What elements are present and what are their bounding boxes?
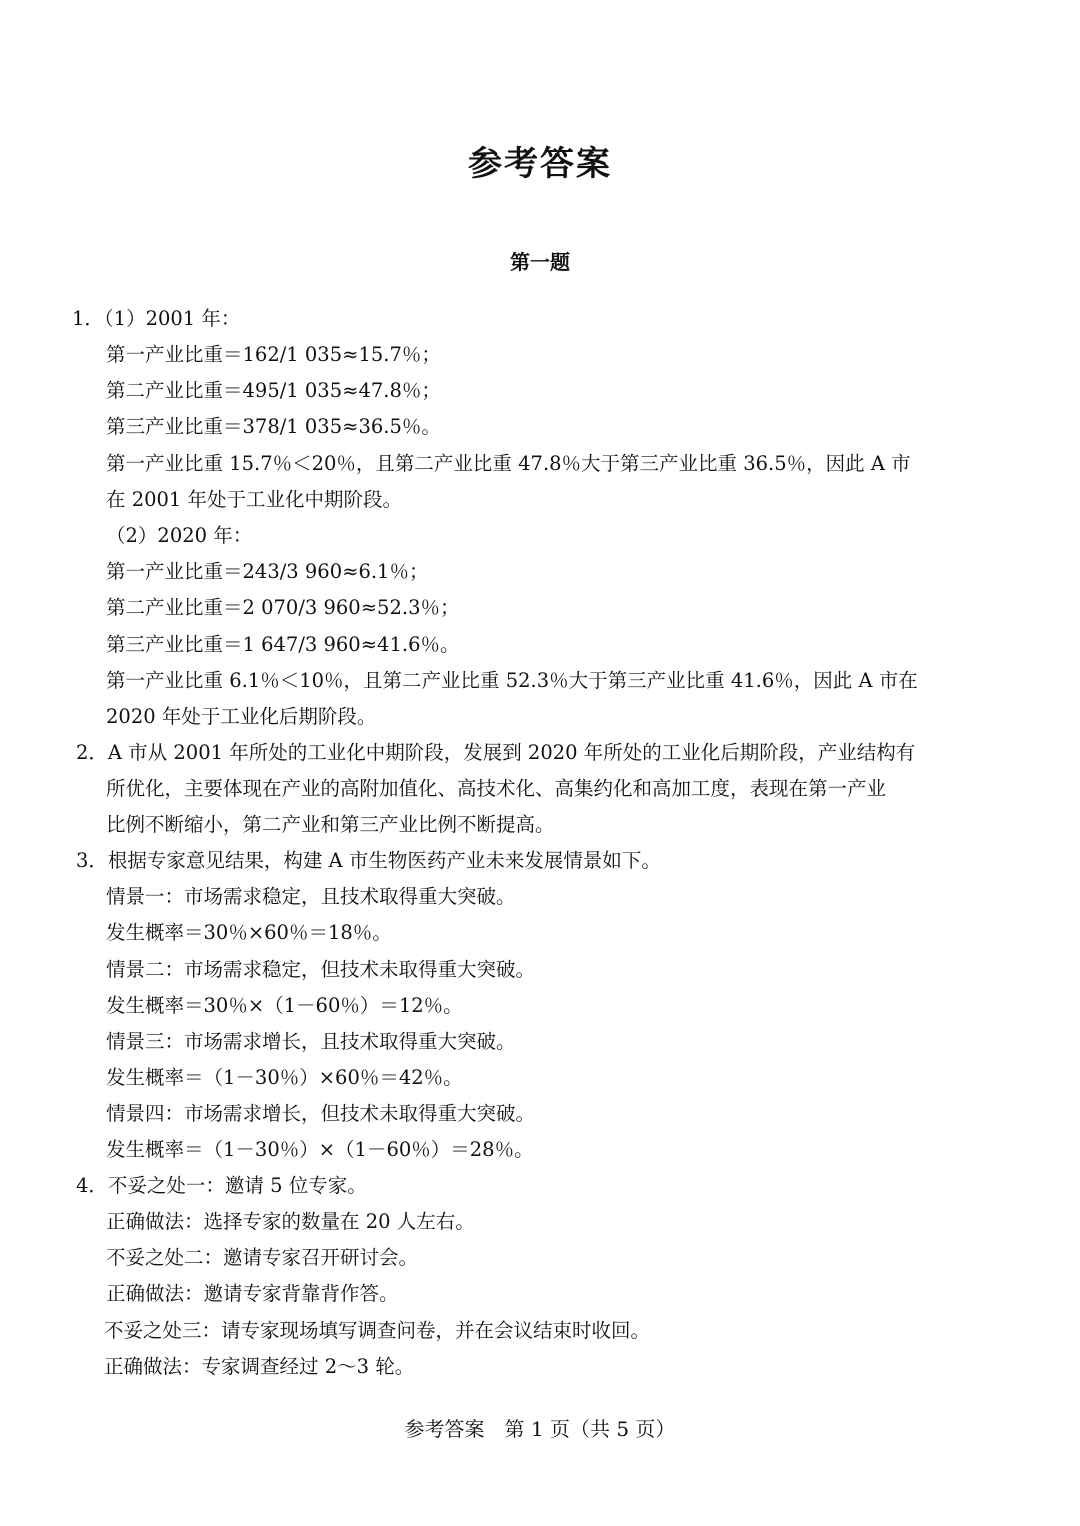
answer-line: 发生概率＝30％×60％＝18％。 <box>106 921 392 944</box>
answer-line: 情景二：市场需求稳定，但技术未取得重大突破。 <box>106 958 536 981</box>
answer-line: 情景四：市场需求增长，但技术未取得重大突破。 <box>106 1102 536 1125</box>
answer-line: 在 2001 年处于工业化中期阶段。 <box>106 488 403 511</box>
answer-line: 所优化，主要体现在产业的高附加值化、高技术化、高集约化和高加工度，表现在第一产业 <box>106 777 887 800</box>
answer-line: 发生概率＝30％×（1－60％）＝12％。 <box>106 994 463 1017</box>
answer-line: 正确做法：邀请专家背靠背作答。 <box>106 1282 399 1305</box>
answer-line: 第一产业比重 6.1％＜10％，且第二产业比重 52.3％大于第三产业比重 41.6％，因此 A 市在 <box>106 669 918 692</box>
answer-line: 不妥之处二：邀请专家召开研讨会。 <box>106 1246 419 1269</box>
section-heading: 第一题 <box>510 250 570 274</box>
answer-line: 比例不断缩小，第二产业和第三产业比例不断提高。 <box>106 813 555 836</box>
answer-line: 情景一：市场需求稳定，且技术取得重大突破。 <box>106 885 516 908</box>
answer-line: 2020 年处于工业化后期阶段。 <box>106 705 377 728</box>
answer-line: （2）2020 年： <box>106 524 253 547</box>
answer-line: 第一产业比重＝162/1 035≈15.7％； <box>106 343 441 366</box>
answer-line: 4．不妥之处一：邀请 5 位专家。 <box>76 1174 367 1197</box>
answer-line: 第二产业比重＝495/1 035≈47.8％； <box>106 379 441 402</box>
answer-line: 第三产业比重＝1 647/3 960≈41.6％。 <box>106 633 460 656</box>
answer-line: 第一产业比重 15.7％＜20％，且第二产业比重 47.8％大于第三产业比重 36.5％，因此 A 市 <box>106 452 911 475</box>
answer-line: 1．（1）2001 年： <box>72 307 241 330</box>
answer-line: 不妥之处三：请专家现场填写调查问卷，并在会议结束时收回。 <box>104 1319 651 1342</box>
answer-line: 发生概率＝（1－30％）×60％＝42％。 <box>106 1066 463 1089</box>
answer-line: 2．A 市从 2001 年所处的工业化中期阶段，发展到 2020 年所处的工业化后期阶段，产业结构有 <box>76 741 916 764</box>
answer-line: 正确做法：专家调查经过 2～3 轮。 <box>104 1355 415 1378</box>
answer-line: 3．根据专家意见结果，构建 A 市生物医药产业未来发展情景如下。 <box>76 849 661 872</box>
answer-line: 第三产业比重＝378/1 035≈36.5％。 <box>106 415 441 438</box>
answer-line: 第二产业比重＝2 070/3 960≈52.3％； <box>106 596 460 619</box>
answer-line: 正确做法：选择专家的数量在 20 人左右。 <box>106 1210 475 1233</box>
page-footer: 参考答案 第 1 页（共 5 页） <box>404 1417 676 1441</box>
answer-line: 第一产业比重＝243/3 960≈6.1％； <box>106 560 429 583</box>
answer-line: 发生概率＝（1－30％）×（1－60％）＝28％。 <box>106 1138 534 1161</box>
answer-line: 情景三：市场需求增长，且技术取得重大突破。 <box>106 1030 516 1053</box>
document-title: 参考答案 <box>468 144 612 184</box>
